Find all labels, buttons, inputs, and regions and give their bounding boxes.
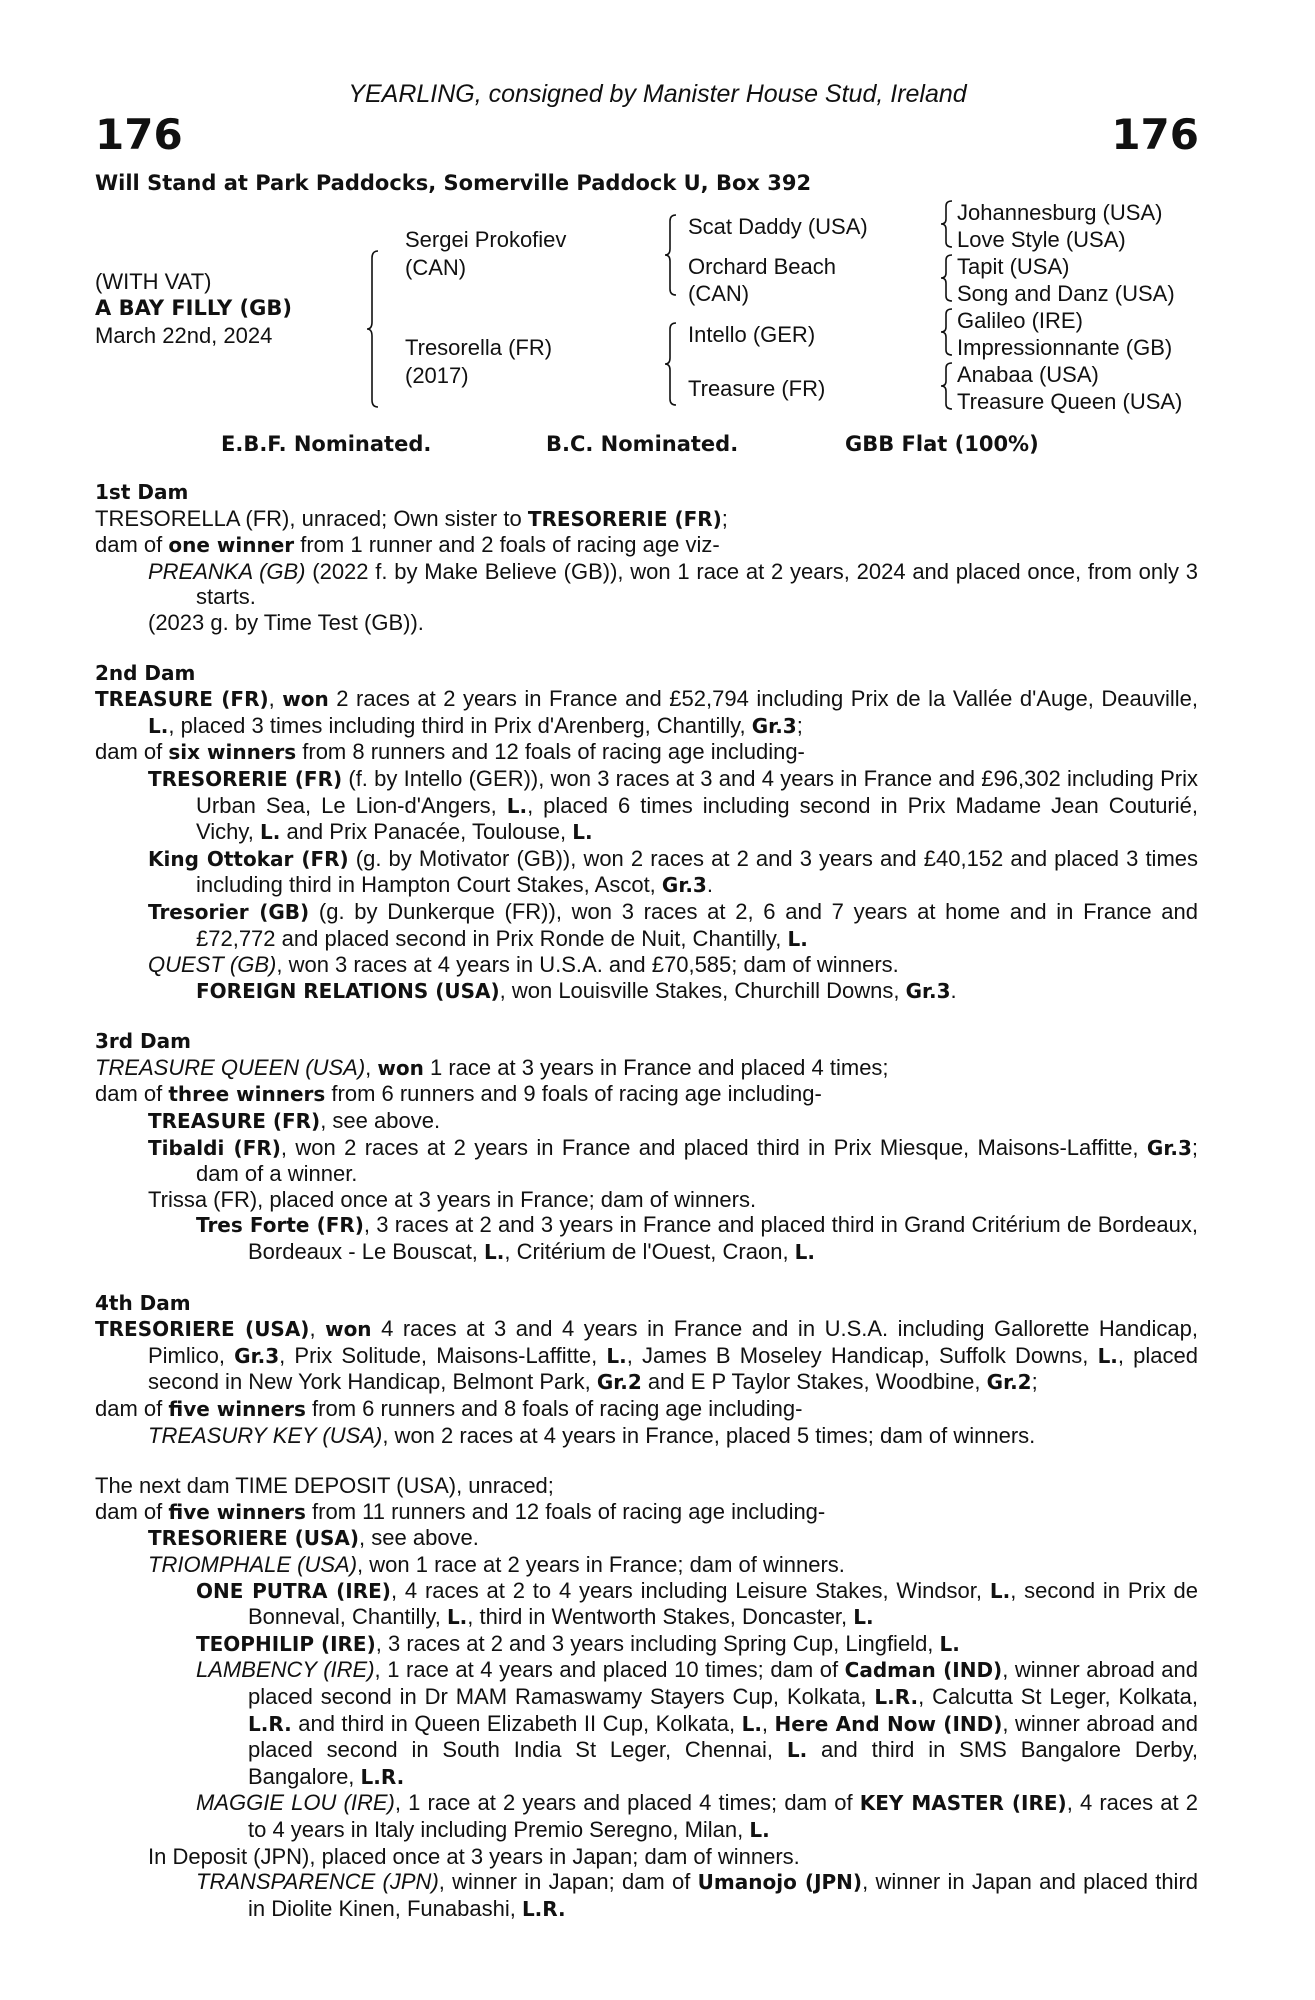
text: dam of bbox=[95, 1081, 169, 1107]
bold-text: L. bbox=[148, 713, 169, 738]
section-heading: 2nd Dam bbox=[95, 660, 196, 685]
text: , bbox=[761, 1710, 775, 1736]
text: , bbox=[268, 686, 283, 712]
text: , Calcutta St Leger, Kolkata, bbox=[918, 1683, 1199, 1709]
produce-entry bbox=[95, 506, 1198, 533]
produce-entry bbox=[95, 739, 1198, 766]
produce-entry bbox=[95, 846, 1198, 899]
bold-text: King Ottokar (FR) bbox=[148, 846, 349, 871]
bold-text: TREASURE (FR) bbox=[95, 687, 269, 712]
italic-text: MAGGIE LOU (IRE) bbox=[196, 1790, 395, 1816]
text: The next dam TIME DEPOSIT (USA), unraced; bbox=[95, 1473, 554, 1499]
produce-entry bbox=[95, 610, 1198, 636]
text: from 6 runners and 8 foals of racing age including- bbox=[305, 1396, 803, 1421]
bold-text: L. bbox=[572, 820, 593, 845]
text: (2023 g. by Time Test (GB)). bbox=[148, 609, 424, 635]
produce-entry bbox=[95, 1790, 1198, 1843]
gen3-ancestor: Galileo (IRE) bbox=[957, 308, 1083, 333]
bold-text: won bbox=[325, 1317, 372, 1342]
text: (2022 f. by Make Believe (GB)), won 1 race at 2 years, 2024 and placed once, from only 3 starts. bbox=[196, 558, 1198, 610]
sire-dam-country: (CAN) bbox=[688, 281, 750, 306]
text: , 1 race at 2 years and placed 4 times; dam of bbox=[394, 1790, 860, 1816]
bold-text: Tresorier (GB) bbox=[148, 899, 310, 924]
pedigree-brace-sire bbox=[664, 214, 678, 296]
bold-text: TEOPHILIP (IRE) bbox=[196, 1631, 376, 1656]
bc-nomination: B.C. Nominated. bbox=[546, 432, 739, 456]
bold-text: five winners bbox=[168, 1499, 306, 1524]
gen3-ancestor: Impressionnante (GB) bbox=[957, 335, 1173, 360]
bold-text: L. bbox=[446, 1605, 468, 1630]
bold-text: L. bbox=[794, 1240, 816, 1265]
italic-text: TRANSPARENCE (JPN) bbox=[196, 1869, 439, 1895]
bold-text: L. bbox=[989, 1578, 1011, 1603]
dam-section bbox=[95, 661, 1198, 1005]
stabling-location: Will Stand at Park Paddocks, Somerville Paddock U, Box 392 bbox=[95, 171, 812, 195]
gen3-ancestor: Treasure Queen (USA) bbox=[957, 389, 1183, 414]
text: , placed 3 times including third in Prix d'Arenberg, Chantilly, bbox=[168, 712, 752, 738]
produce-entry bbox=[95, 1525, 1198, 1552]
text: , Critérium de l'Ouest, Craon, bbox=[504, 1239, 795, 1265]
bold-text: Gr.2 bbox=[596, 1370, 642, 1395]
bold-text: Umanojo (JPN) bbox=[697, 1870, 863, 1895]
bold-text: L. bbox=[853, 1605, 874, 1630]
text: (g. by Dunkerque (FR)), won 3 races at 2, 6 and 7 years at home and in France and £72,772 and placed second in Prix Ronde de Nuit, Chantilly, bbox=[196, 898, 1198, 951]
text: , 4 races at 2 to 4 years including Leisure Stakes, Windsor, bbox=[390, 1577, 990, 1603]
sire-name: Sergei Prokofiev bbox=[405, 227, 567, 252]
dam-name: Tresorella (FR) bbox=[405, 335, 553, 360]
text: and Prix Panacée, Toulouse, bbox=[280, 819, 573, 845]
italic-text: LAMBENCY (IRE) bbox=[196, 1657, 375, 1683]
produce-entry bbox=[95, 899, 1198, 952]
bold-text: KEY MASTER (IRE) bbox=[859, 1791, 1067, 1816]
text: In Deposit (JPN), placed once at 3 years in Japan; dam of winners. bbox=[148, 1843, 800, 1869]
bold-text: Gr.3 bbox=[661, 873, 707, 898]
text: from 11 runners and 12 foals of racing age including- bbox=[305, 1498, 826, 1524]
italic-text: TREASURE QUEEN (USA) bbox=[95, 1054, 366, 1080]
pedigree-brace-g3-1 bbox=[940, 200, 954, 248]
text: . bbox=[950, 977, 957, 1003]
bold-text: Tres Forte (FR) bbox=[196, 1213, 364, 1238]
lot-number-right: 176 bbox=[1111, 110, 1199, 159]
bold-text: Here And Now (IND) bbox=[774, 1711, 1003, 1736]
pedigree-brace-g3-3 bbox=[940, 308, 954, 356]
text: , placed 6 times including second in Prix Madame Jean Couturié, Vichy, bbox=[196, 792, 1198, 845]
text: . bbox=[706, 872, 713, 898]
bold-text: Gr.3 bbox=[751, 713, 797, 738]
bold-text: L. bbox=[506, 793, 528, 818]
text: (g. by Motivator (GB)), won 2 races at 2 and 3 years and £40,152 and placed 3 times including third in Hampton Court Stakes, Ascot, bbox=[196, 845, 1199, 898]
vat-status: (WITH VAT) bbox=[95, 269, 212, 294]
pedigree-brace-g3-2 bbox=[940, 254, 954, 302]
section-heading: 4th Dam bbox=[95, 1290, 191, 1315]
text: (f. by Intello (GER)), won 3 races at 3 and 4 years in France and £96,302 including Prix Urban Sea, Le Lion-d'Angers, bbox=[196, 765, 1199, 818]
produce-entry bbox=[95, 952, 1198, 978]
foaling-date: March 22nd, 2024 bbox=[95, 323, 273, 348]
text: 4 races at 3 and 4 years in France and in U.S.A. including Gallorette Handicap, Pimlico, bbox=[148, 1316, 1198, 1368]
text: , placed second in New York Handicap, Belmont Park, bbox=[148, 1342, 1198, 1395]
text: from 1 runner and 2 foals of racing age viz- bbox=[294, 532, 720, 558]
section-heading: 3rd Dam bbox=[95, 1029, 191, 1054]
text: , winner abroad and placed second in South India St Leger, Chennai, bbox=[248, 1710, 1198, 1763]
dam-sire: Intello (GER) bbox=[688, 322, 816, 347]
bold-text: TRESORIERE (USA) bbox=[95, 1317, 310, 1342]
text: , won 2 races at 4 years in France, placed 5 times; dam of winners. bbox=[382, 1422, 1036, 1448]
bold-text: L. bbox=[484, 1240, 505, 1265]
text: dam of bbox=[95, 739, 169, 765]
produce-entry bbox=[95, 1055, 1198, 1082]
produce-entry bbox=[95, 1316, 1198, 1396]
italic-text: PREANKA (GB) bbox=[148, 558, 306, 584]
produce-entry bbox=[95, 1212, 1198, 1265]
text: ; bbox=[1031, 1369, 1038, 1395]
produce-entry bbox=[95, 559, 1198, 610]
bold-text: won bbox=[282, 687, 329, 712]
produce-entry bbox=[95, 1423, 1198, 1449]
produce-entry bbox=[95, 766, 1198, 846]
pedigree-brace-main bbox=[366, 250, 380, 408]
gen3-ancestor: Love Style (USA) bbox=[957, 227, 1126, 252]
text: , James B Moseley Handicap, Suffolk Downs, bbox=[626, 1342, 1098, 1368]
produce-entry bbox=[95, 686, 1198, 739]
sire-dam-name: Orchard Beach bbox=[688, 254, 836, 279]
produce-entry bbox=[95, 1552, 1198, 1578]
bold-text: L. bbox=[260, 820, 281, 845]
text: and E P Taylor Stakes, Woodbine, bbox=[641, 1369, 987, 1395]
produce-entry bbox=[95, 1135, 1198, 1187]
horse-name: A BAY FILLY (GB) bbox=[95, 296, 292, 320]
bold-text: L. bbox=[741, 1711, 762, 1736]
sire-sire: Scat Daddy (USA) bbox=[688, 214, 868, 239]
italic-text: TRIOMPHALE (USA) bbox=[148, 1551, 358, 1577]
text: from 6 runners and 9 foals of racing age including- bbox=[325, 1081, 822, 1107]
ebf-nomination: E.B.F. Nominated. bbox=[221, 432, 432, 456]
pedigree-brace-dam bbox=[664, 322, 678, 406]
text: from 8 runners and 12 foals of racing age including- bbox=[296, 739, 805, 765]
bold-text: TRESORIERE (USA) bbox=[148, 1526, 360, 1551]
text: , 4 races at 2 to 4 years in Italy including Premio Seregno, Milan, bbox=[248, 1790, 1199, 1842]
bold-text: TRESORERIE (FR) bbox=[148, 766, 343, 791]
produce-entry bbox=[95, 1396, 1198, 1423]
text: ; bbox=[721, 505, 728, 531]
dam-section bbox=[95, 1473, 1198, 1922]
text: , 3 races at 2 and 3 years in France and placed third in Grand Critérium de Bordeaux, Bordeaux - Le Bouscat, bbox=[248, 1212, 1198, 1265]
bold-text: L.R. bbox=[360, 1764, 405, 1789]
bold-text: Gr.3 bbox=[905, 978, 951, 1003]
bold-text: one winner bbox=[168, 533, 295, 558]
text: ; dam of a winner. bbox=[196, 1134, 1198, 1187]
bold-text: L.R. bbox=[874, 1684, 919, 1709]
produce-entry bbox=[95, 1657, 1198, 1790]
text: , winner abroad and placed second in Dr MAM Ramaswamy Stayers Cup, Kolkata, bbox=[248, 1657, 1199, 1709]
text: dam of bbox=[95, 532, 169, 558]
gen3-ancestor: Anabaa (USA) bbox=[957, 362, 1099, 387]
bold-text: L.R. bbox=[521, 1896, 566, 1921]
produce-entry bbox=[95, 532, 1198, 559]
text: , 1 race at 4 years and placed 10 times; dam of bbox=[374, 1657, 845, 1683]
gbb-flat: GBB Flat (100%) bbox=[845, 432, 1039, 456]
text: , see above. bbox=[320, 1108, 441, 1134]
text: ; bbox=[796, 712, 803, 738]
text: , won Louisville Stakes, Churchill Downs, bbox=[499, 977, 906, 1003]
text: and third in SMS Bangalore Derby, Bangalore, bbox=[248, 1737, 1198, 1789]
produce-entry bbox=[95, 1844, 1198, 1870]
bold-text: six winners bbox=[168, 740, 297, 765]
section-heading: 1st Dam bbox=[95, 480, 189, 504]
italic-text: QUEST (GB) bbox=[148, 952, 277, 978]
text: , won 1 race at 2 years in France; dam of winners. bbox=[357, 1551, 845, 1577]
produce-entry bbox=[95, 1081, 1198, 1108]
bold-text: L. bbox=[786, 1738, 808, 1763]
bold-text: L. bbox=[787, 926, 808, 951]
bold-text: L. bbox=[606, 1343, 627, 1368]
text: , bbox=[309, 1316, 326, 1342]
text: , winner in Japan; dam of bbox=[438, 1869, 698, 1895]
bold-text: won bbox=[377, 1055, 424, 1080]
bold-text: L. bbox=[939, 1631, 960, 1656]
produce-entry bbox=[95, 1108, 1198, 1135]
text: Trissa (FR), placed once at 3 years in France; dam of winners. bbox=[148, 1186, 757, 1212]
text: and third in Queen Elizabeth II Cup, Kolkata, bbox=[291, 1710, 742, 1736]
produce-entry bbox=[95, 978, 1198, 1005]
produce-entry bbox=[95, 1499, 1198, 1526]
bold-text: Gr.3 bbox=[1146, 1135, 1192, 1160]
bold-text: Cadman (IND) bbox=[844, 1658, 1003, 1683]
text: , won 3 races at 4 years in U.S.A. and £70,585; dam of winners. bbox=[276, 952, 899, 978]
produce-entry bbox=[95, 1578, 1198, 1631]
bold-text: TRESORERIE (FR) bbox=[527, 506, 722, 531]
bold-text: Tibaldi (FR) bbox=[148, 1135, 281, 1160]
lot-number-left: 176 bbox=[95, 110, 183, 159]
bold-text: ONE PUTRA (IRE) bbox=[196, 1578, 391, 1603]
text: , won 2 races at 2 years in France and placed third in Prix Miesque, Maisons-Laffitte, bbox=[280, 1134, 1147, 1160]
bold-text: L. bbox=[1097, 1343, 1118, 1368]
text: , 3 races at 2 and 3 years including Spring Cup, Lingfield, bbox=[375, 1630, 940, 1656]
text: , winner in Japan and placed third in Diolite Kinen, Funabashi, bbox=[248, 1869, 1199, 1921]
bold-text: FOREIGN RELATIONS (USA) bbox=[196, 978, 500, 1003]
produce-record bbox=[95, 480, 1198, 1922]
dam-year: (2017) bbox=[405, 363, 469, 388]
produce-entry bbox=[95, 1869, 1198, 1922]
consignment-line: YEARLING, consigned by Manister House Stud, Ireland bbox=[348, 80, 967, 108]
text: dam of bbox=[95, 1498, 169, 1524]
gen3-ancestor: Tapit (USA) bbox=[957, 254, 1070, 279]
pedigree-brace-g3-4 bbox=[940, 362, 954, 410]
gen3-ancestor: Song and Danz (USA) bbox=[957, 281, 1175, 306]
text: , bbox=[365, 1054, 378, 1080]
bold-text: three winners bbox=[168, 1082, 326, 1107]
dam-section bbox=[95, 1029, 1198, 1265]
dam-section bbox=[95, 1291, 1198, 1449]
dam-dam: Treasure (FR) bbox=[688, 376, 826, 401]
bold-text: L. bbox=[749, 1817, 770, 1842]
produce-entry bbox=[95, 1187, 1198, 1213]
produce-entry bbox=[95, 1473, 1198, 1499]
bold-text: five winners bbox=[168, 1397, 306, 1421]
text: , third in Wentworth Stakes, Doncaster, bbox=[467, 1604, 854, 1630]
bold-text: L.R. bbox=[248, 1711, 292, 1736]
text: 1 race at 3 years in France and placed 4 times; bbox=[423, 1054, 889, 1080]
text: , second in Prix de Bonneval, Chantilly, bbox=[248, 1577, 1198, 1630]
text: 2 races at 2 years in France and £52,794 including Prix de la Vallée d'Auge, Deauville, bbox=[328, 686, 1198, 712]
text: dam of bbox=[95, 1396, 169, 1421]
dam-section bbox=[95, 480, 1198, 636]
text: , see above. bbox=[359, 1525, 479, 1551]
text: TRESORELLA (FR), unraced; Own sister to bbox=[95, 505, 528, 531]
text: , Prix Solitude, Maisons-Laffitte, bbox=[279, 1342, 607, 1368]
italic-text: TREASURY KEY (USA) bbox=[148, 1422, 383, 1448]
bold-text: TREASURE (FR) bbox=[148, 1109, 321, 1134]
gen3-ancestor: Johannesburg (USA) bbox=[957, 200, 1163, 225]
produce-entry bbox=[95, 1631, 1198, 1658]
bold-text: Gr.2 bbox=[986, 1370, 1032, 1395]
sire-country: (CAN) bbox=[405, 255, 467, 280]
bold-text: Gr.3 bbox=[234, 1343, 280, 1368]
